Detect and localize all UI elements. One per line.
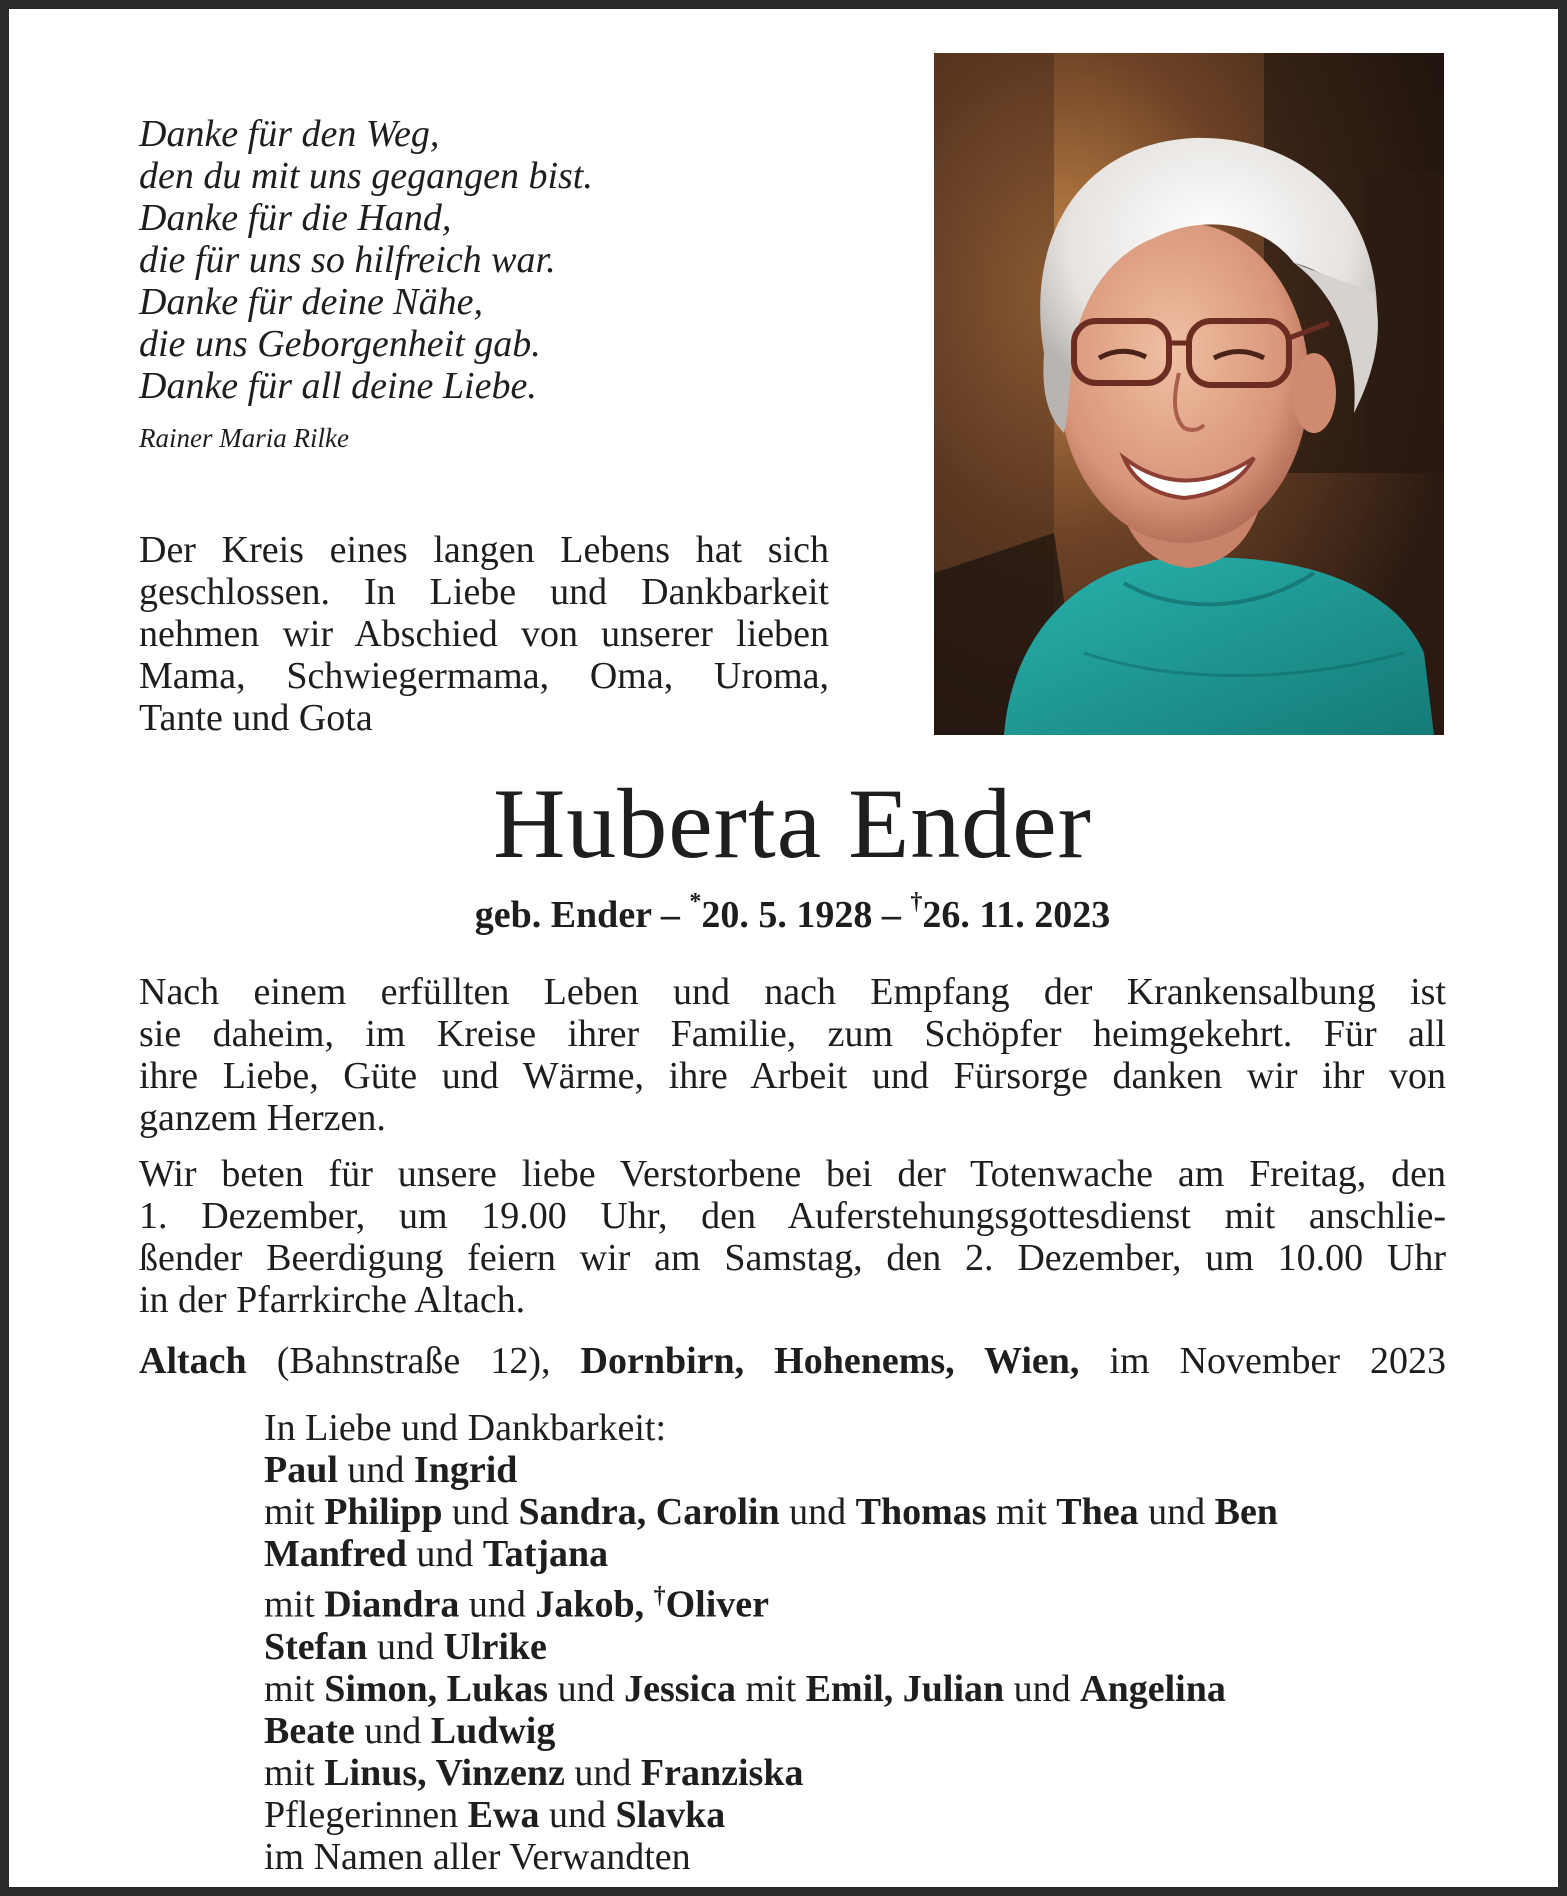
family-line: mit Simon, Lukas und Jessica mit Emil, Julian und Angelina [264, 1667, 1226, 1710]
family-name: Beate [264, 1709, 355, 1752]
place-date-line [139, 1339, 1446, 1383]
intro-line: Der Kreis eines langen Lebens hat sich [139, 529, 829, 571]
birth-date: 20. 5. 1928 [701, 894, 873, 936]
family-line: Stefan und Ulrike [264, 1625, 547, 1668]
family-name: Simon, Lukas [324, 1667, 549, 1710]
family-name: Ludwig [430, 1709, 556, 1752]
paragraph-funeral [139, 1153, 1446, 1321]
family-name: Ulrike [443, 1625, 547, 1668]
family-name: Ingrid [413, 1449, 518, 1491]
born-mark: * [689, 889, 702, 916]
life-dates [9, 889, 1567, 937]
family-name: Slavka [615, 1793, 726, 1836]
family-name: Manfred [264, 1533, 407, 1575]
family-name: Franziska [640, 1751, 804, 1794]
dash: – [660, 894, 680, 936]
poem-line: die uns Geborgenheit gab. [139, 323, 541, 365]
date-text: im November 2023 [1109, 1340, 1446, 1382]
poem-line: Danke für deine Nähe, [139, 281, 484, 323]
poem-line: Danke für die Hand, [139, 197, 452, 239]
intro-line: nehmen wir Abschied von unserer lieben [139, 613, 829, 655]
poem-line: Danke für all deine Liebe. [139, 365, 537, 407]
family-line: mit Linus, Vinzenz und Franziska [264, 1751, 804, 1794]
dash: – [881, 894, 901, 936]
maiden-name: geb. Ender [474, 894, 652, 936]
intro-line: Mama, Schwiegermama, Oma, Uroma, [139, 655, 829, 697]
deceased-name: Huberta Ender [493, 768, 1092, 879]
paragraph-line: Nach einem erfüllten Leben und nach Empfang der Krankensalbung ist [139, 971, 1446, 1013]
poem-author: Rainer Maria Rilke [139, 423, 349, 453]
family-heading: In Liebe und Dankbarkeit: [264, 1407, 667, 1449]
portrait-illustration [934, 53, 1444, 735]
paragraph-line: Wir beten für unsere liebe Verstorbene bei der Totenwache am Freitag, den [139, 1153, 1446, 1195]
other-towns: Dornbirn, Hohenems, Wien, [580, 1340, 1080, 1382]
family-name: Paul [264, 1449, 338, 1491]
family-name: Emil, Julian [805, 1667, 1005, 1710]
family-name: Ben [1214, 1491, 1278, 1533]
poem-line: die für uns so hilfreich war. [139, 239, 556, 281]
family-line: Paul und Ingrid [264, 1449, 518, 1491]
intro-line: Tante und Gota [139, 697, 373, 739]
town: Altach [139, 1340, 247, 1382]
paragraph-line: ihre Liebe, Güte und Wärme, ihre Arbeit und Fürsorge danken wir ihr von [139, 1055, 1446, 1097]
family-line: Manfred und Tatjana [264, 1533, 609, 1575]
family-name: Oliver [665, 1583, 770, 1626]
paragraph-line: sie daheim, im Kreise ihrer Familie, zum Schöpfer heimgekehrt. Für all [139, 1013, 1446, 1055]
death-date: 26. 11. 2023 [922, 894, 1111, 936]
family-name: Stefan [264, 1625, 368, 1668]
family-name: Diandra [324, 1583, 460, 1626]
paragraph-line: 1. Dezember, um 19.00 Uhr, den Auferstehungsgottesdienst mit anschlie- [139, 1195, 1446, 1237]
family-line: Beate und Ludwig [264, 1709, 556, 1752]
poem [139, 113, 819, 407]
family-name: Jakob, [535, 1583, 645, 1626]
family-name: Ewa [467, 1793, 540, 1836]
intro-text [139, 529, 829, 739]
cross-mark: † [653, 1583, 666, 1609]
paragraph-life [139, 971, 1446, 1139]
portrait-photo [934, 53, 1444, 735]
cross-mark: † [910, 889, 923, 916]
family-line: Pflegerinnen Ewa und Slavka [264, 1793, 726, 1836]
address: (Bahnstraße 12), [276, 1340, 551, 1382]
family-line: mit Diandra und Jakob, †Oliver [264, 1583, 770, 1626]
family-name: Sandra, Carolin [518, 1491, 780, 1533]
paragraph-line: ganzem Herzen. [139, 1097, 386, 1139]
family-name: Jessica [624, 1667, 736, 1710]
poem-line: Danke für den Weg, [139, 113, 440, 155]
family-name: Thomas [855, 1491, 987, 1533]
family-line: mit Philipp und Sandra, Carolin und Thomas mit Thea und Ben [264, 1491, 1278, 1533]
family-name: Angelina [1080, 1667, 1226, 1710]
paragraph-line: ßender Beerdigung feiern wir am Samstag, den 2. Dezember, um 10.00 Uhr [139, 1237, 1446, 1279]
family-name: Linus, Vinzenz [324, 1751, 565, 1794]
family-name: Philipp [324, 1491, 443, 1533]
intro-line: geschlossen. In Liebe und Dankbarkeit [139, 571, 829, 613]
family-name: Thea [1056, 1491, 1139, 1533]
family-name: Tatjana [482, 1533, 609, 1575]
paragraph-line: in der Pfarrkirche Altach. [139, 1279, 526, 1321]
family-closing: im Namen aller Verwandten [264, 1835, 691, 1878]
family-list [264, 1407, 1444, 1878]
poem-line: den du mit uns gegangen bist. [139, 155, 593, 197]
